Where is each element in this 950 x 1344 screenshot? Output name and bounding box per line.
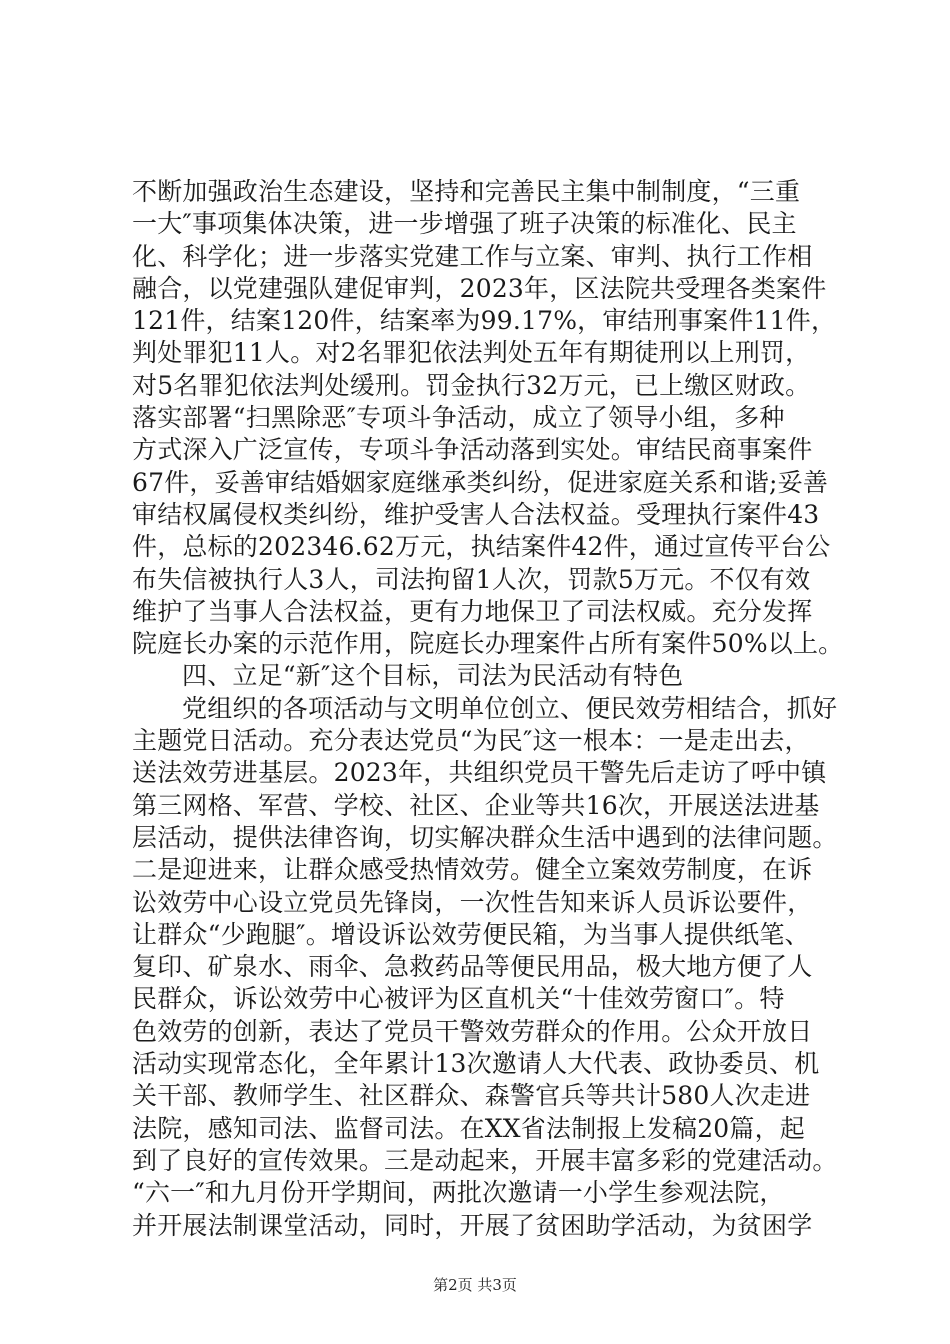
text-line: 融合，以党建强队建促审判，2023年，区法院共受理各类案件 <box>132 273 827 303</box>
text-line: 法院，感知司法、监督司法。在XX省法制报上发稿20篇，起 <box>132 1113 806 1143</box>
page-number: 第2页 共3页 <box>433 1276 517 1294</box>
text-line: 方式深入广泛宣传，专项斗争活动落到实处。审结民商事案件 <box>132 435 813 465</box>
text-line: 到了良好的宣传效果。三是动起来，开展丰富多彩的党建活动。 <box>132 1145 838 1175</box>
text-line: 121件，结案120件，结案率为99.17%，审结刑事案件11件， <box>132 306 837 336</box>
text-line: 布失信被执行人3人，司法拘留1人次，罚款5万元。不仅有效 <box>132 564 811 594</box>
text-line: 色效劳的创新，表达了党员干警效劳群众的作用。公众开放日 <box>132 1016 813 1046</box>
text-line: 送法效劳进基层。2023年，共组织党员干警先后走访了呼中镇 <box>132 758 827 788</box>
text-line: 党组织的各项活动与文明单位创立、便民效劳相结合，抓好 <box>182 693 838 723</box>
text-line: 化、科学化；进一步落实党建工作与立案、审判、执行工作相 <box>132 241 813 271</box>
page-footer <box>0 1275 950 1295</box>
text-line: 落实部署“扫黑除恶″专项斗争活动，成立了领导小组，多种 <box>132 403 785 433</box>
section-heading: 四、立足“新″这个目标，司法为民活动有特色 <box>182 661 684 691</box>
text-line: 民群众，诉讼效劳中心被评为区直机关“十佳效劳窗口″。特 <box>132 984 785 1014</box>
text-line: 67件，妥善审结婚姻家庭继承类纠纷，促进家庭关系和谐;妥善 <box>132 467 829 497</box>
text-line: 维护了当事人合法权益，更有力地保卫了司法权威。充分发挥 <box>132 596 813 626</box>
text-line: 一大″事项集体决策，进一步增强了班子决策的标准化、民主 <box>132 209 797 239</box>
text-line: 主题党日活动。充分表达党员“为民″这一根本：一是走出去， <box>132 726 810 756</box>
text-line: 层活动，提供法律咨询，切实解决群众生活中遇到的法律问题。 <box>132 822 838 852</box>
text-line: 对5名罪犯依法判处缓刑。罚金执行32万元，已上缴区财政。 <box>132 370 811 400</box>
text-line: 二是迎进来，让群众感受热情效劳。健全立案效劳制度，在诉 <box>132 855 813 885</box>
text-line: 并开展法制课堂活动，同时，开展了贫困助学活动，为贫困学 <box>132 1210 813 1240</box>
text-line: 第三网格、军营、学校、社区、企业等共16次，开展送法进基 <box>132 790 820 820</box>
body-text <box>132 176 844 1242</box>
text-line: 判处罪犯11人。对2名罪犯依法判处五年有期徒刑以上刑罚， <box>132 338 811 368</box>
text-line: 不断加强政治生态建设，坚持和完善民主集中制制度，“三重 <box>132 177 801 206</box>
text-line: 让群众“少跑腿″。增设诉讼效劳便民箱，为当事人提供纸笔、 <box>132 919 810 949</box>
text-line: 审结权属侵权类纠纷，维护受害人合法权益。受理执行案件43 <box>132 499 820 529</box>
text-line: 讼效劳中心设立党员先锋岗，一次性告知来诉人员诉讼要件， <box>132 887 813 917</box>
text-line: 复印、矿泉水、雨伞、急救药品等便民用品，极大地方便了人 <box>132 952 813 982</box>
text-line: “六一″和九月份开学期间，两批次邀请一小学生参观法院， <box>132 1178 785 1208</box>
text-line: 关干部、教师学生、社区群众、森警官兵等共计580人次走进 <box>132 1081 811 1111</box>
text-line: 件，总标的202346.62万元，执结案件42件，通过宣传平台公 <box>132 532 831 562</box>
text-line: 活动实现常态化，全年累计13次邀请人大代表、政协委员、机 <box>132 1049 820 1079</box>
text-line: 院庭长办案的示范作用，院庭长办理案件占所有案件50%以上。 <box>132 629 844 659</box>
